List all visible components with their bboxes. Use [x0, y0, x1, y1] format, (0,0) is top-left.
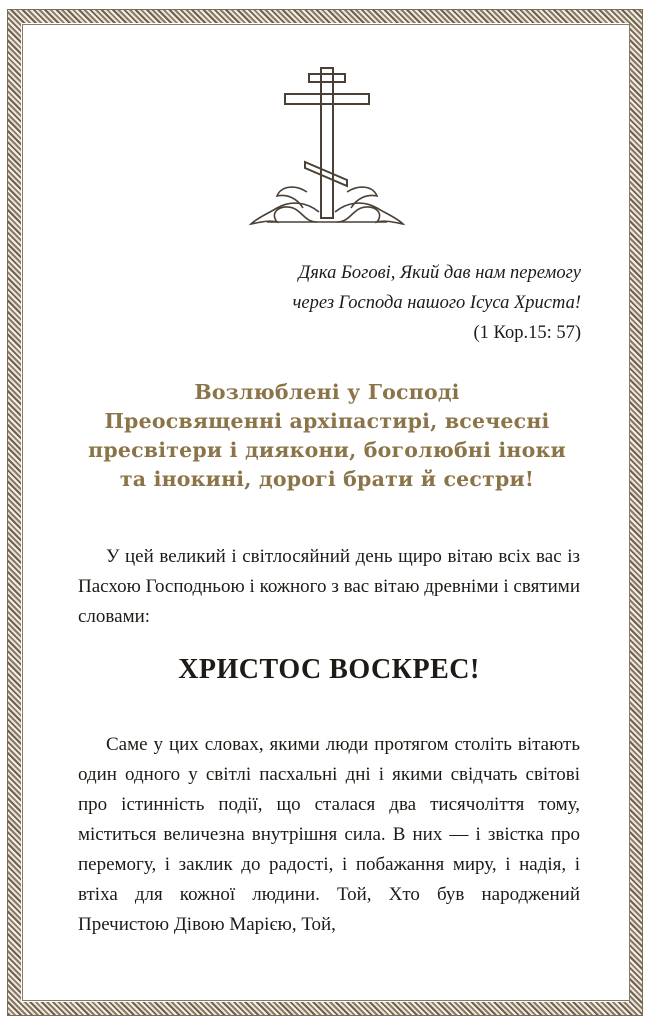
address-line-3: пресвітери і диякони, боголюбні іноки — [88, 438, 566, 462]
epigraph-line-1: Дяка Богові, Який дав нам перемогу — [298, 263, 581, 283]
page-title: ХРИСТОС ВОСКРЕС! — [178, 654, 480, 685]
address-line-4: та інокині, дорогі брати й сестри! — [119, 467, 535, 491]
paragraph-body: Саме у цих словах, якими люди протягом століть вітають один одного у світлі пасхальні дні і якими свідчать світові про істинність події, що сталася два тисячоліття тому, міститься величезна внутрішня сила. В них — і звістка про перемогу, і заклик до радості, і побажання миру, і надія, і втіха для кожної людини. Той, Хто був народжений Пречистою Дівою Марією, Той, — [78, 734, 580, 935]
address-line-1: Возлюблені у Господі — [194, 380, 460, 404]
epigraph-line-2: через Господа нашого Ісуса Христа! — [292, 293, 581, 313]
epigraph — [161, 258, 581, 348]
address-heading — [80, 378, 574, 494]
orthodox-cross-icon — [247, 62, 407, 232]
address-line-2: Преосвященні архіпастирі, всечесні — [104, 409, 550, 433]
paragraph-intro: У цей великий і світлосяйний день щиро вітаю всіх вас із Пасхою Господньою і кожного з вас вітаю древніми і святими словами: — [78, 546, 580, 627]
epigraph-reference: (1 Кор.15: 57) — [473, 323, 581, 343]
